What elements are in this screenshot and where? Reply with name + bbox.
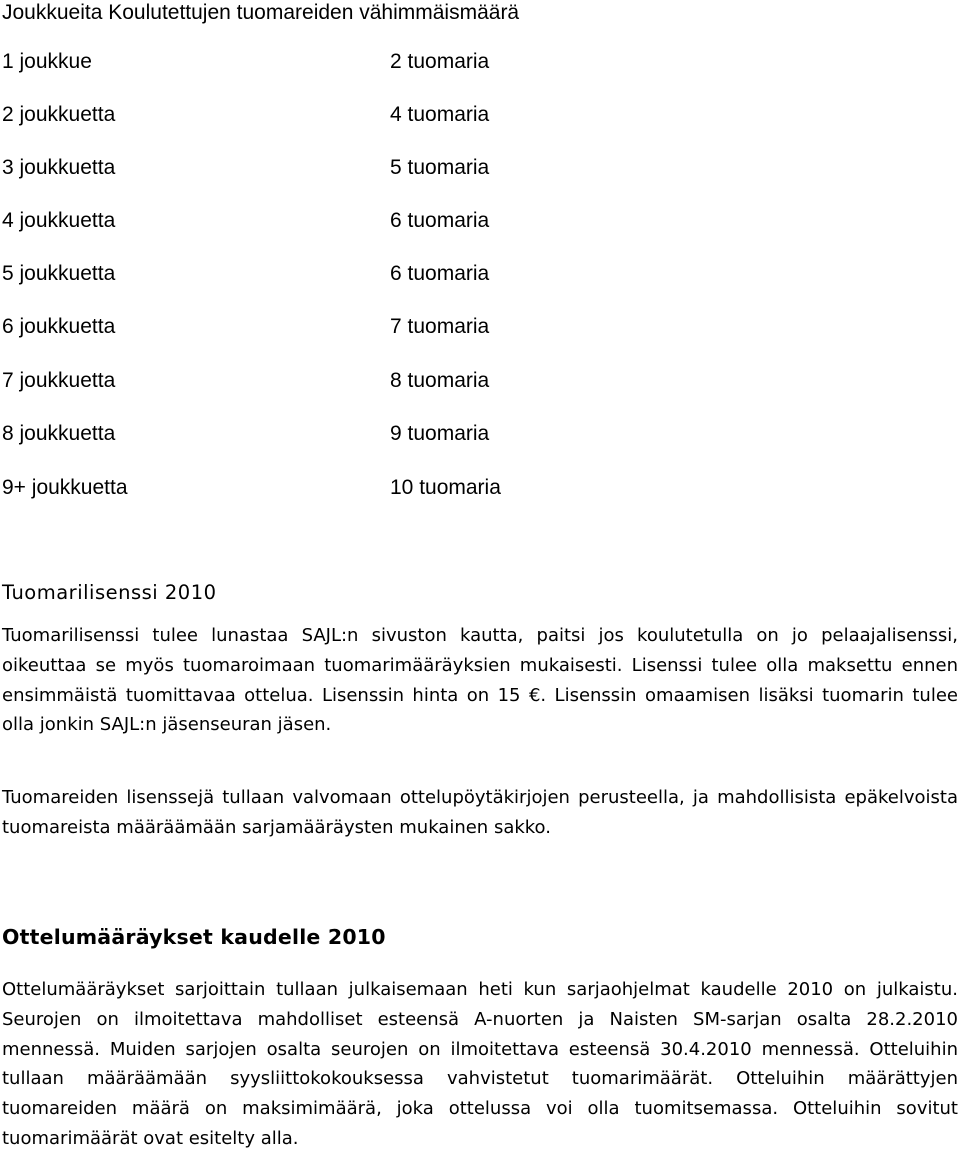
team-count-cell: 1 joukkue xyxy=(2,50,92,73)
license-paragraph: Tuomarilisenssi tulee lunastaa SAJL:n sivuston kautta, paitsi jos koulutetulla on jo pelaajalisenssi, oikeuttaa se myös tuomaroimaan tuomarimääräyksien mukaisesti. Lisenssi tulee olla maksettu ennen ensimmäistä tuomittavaa ottelua. Lisenssin hinta on 15 €. Lisenssin omaamisen lisäksi tuomarin tulee olla jonkin SAJL:n jäsenseuran jäsen. xyxy=(2,625,958,736)
team-count-cell: 4 joukkuetta xyxy=(2,209,116,232)
referee-count-cell: 6 tuomaria xyxy=(390,209,490,232)
table-row xyxy=(0,419,960,449)
table-row xyxy=(0,153,960,183)
match-rules-paragraph: Ottelumääräykset sarjoittain tullaan julkaisemaan heti kun sarjaohjelmat kaudelle 2010 on julkaistu. Seurojen on ilmoitettava mahdolliset esteensä A-nuorten ja Naisten SM-sarjan osalta 28.2.2010 mennessä. Muiden sarjojen osalta seurojen on ilmoitettava esteensä 30.4.2010 mennessä. Otteluihin tullaan määräämään syysliittokokouksessa vahvistetut tuomarimäärät. Otteluihin määrättyjen tuomareiden määrä on maksimimäärä, joka ottelussa voi olla tuomitsemassa. Otteluihin sovitut tuomarimäärät ovat esitelty alla. xyxy=(2,979,958,1149)
team-count-cell: 2 joukkuetta xyxy=(2,103,116,126)
team-count-cell: 5 joukkuetta xyxy=(2,262,116,285)
referee-count-cell: 2 tuomaria xyxy=(390,50,490,73)
referee-count-cell: 5 tuomaria xyxy=(390,156,490,179)
team-count-cell: 8 joukkuetta xyxy=(2,422,116,445)
table-header: Joukkueita Koulutettujen tuomareiden vähimmäismäärä xyxy=(2,1,520,24)
team-count-cell: 9+ joukkuetta xyxy=(2,476,128,499)
table-row xyxy=(0,100,960,130)
table-row xyxy=(0,366,960,396)
referee-count-cell: 10 tuomaria xyxy=(390,476,501,499)
referee-count-cell: 9 tuomaria xyxy=(390,422,490,445)
referee-count-cell: 7 tuomaria xyxy=(390,315,490,338)
referee-count-cell: 4 tuomaria xyxy=(390,103,490,126)
table-row xyxy=(0,47,960,77)
license-section-heading: Tuomarilisenssi 2010 xyxy=(2,581,217,604)
team-count-cell: 6 joukkuetta xyxy=(2,315,116,338)
table-row xyxy=(0,259,960,289)
team-count-cell: 7 joukkuetta xyxy=(2,369,116,392)
table-row xyxy=(0,312,960,342)
referee-count-cell: 6 tuomaria xyxy=(390,262,490,285)
table-row xyxy=(0,473,960,503)
match-rules-section-heading: Ottelumääräykset kaudelle 2010 xyxy=(2,925,386,949)
referee-count-cell: 8 tuomaria xyxy=(390,369,490,392)
license-monitoring-paragraph: Tuomareiden lisenssejä tullaan valvomaan ottelupöytäkirjojen perusteella, ja mahdollisista epäkelvoista tuomareista määräämään sarjamääräysten mukainen sakko. xyxy=(2,787,958,838)
table-row xyxy=(0,206,960,236)
team-count-cell: 3 joukkuetta xyxy=(2,156,116,179)
